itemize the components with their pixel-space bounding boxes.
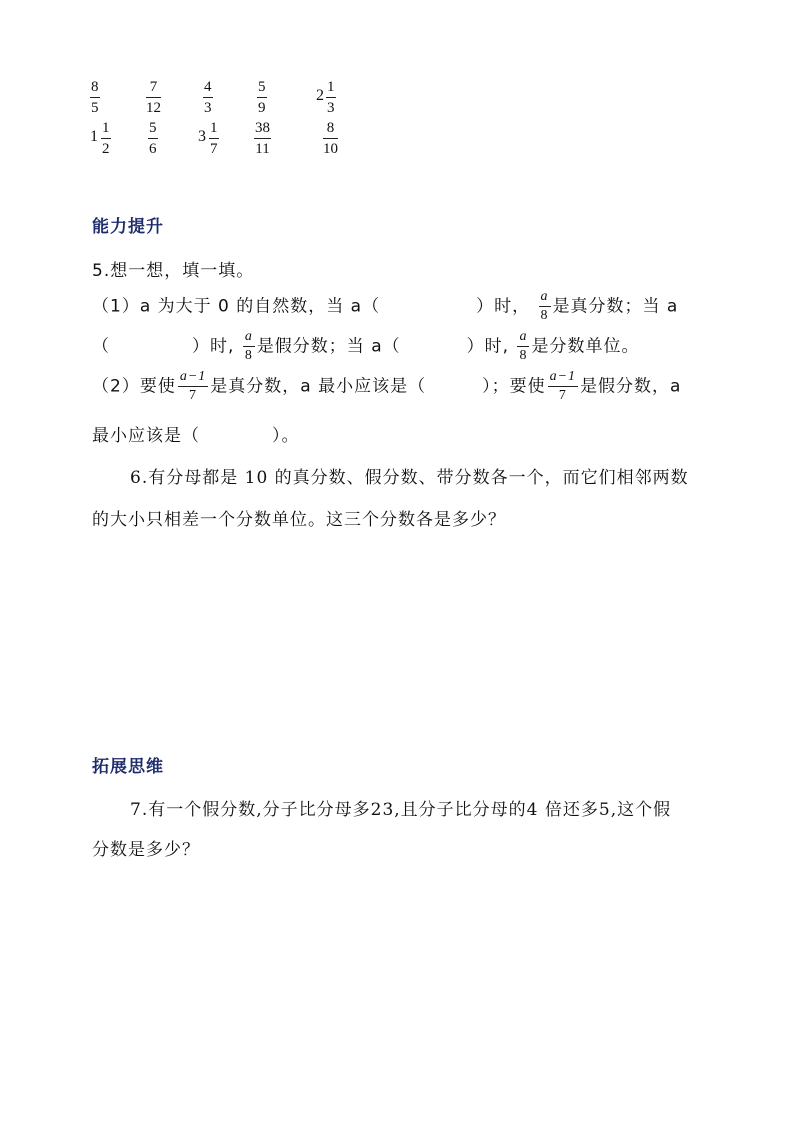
q5-text: 是真分数，a 最小应该是（ [210, 376, 427, 397]
mixed-number-whole: 1 [90, 128, 98, 145]
fraction-item: 38 11 [255, 120, 270, 157]
fraction-a-over-8: $\frac{a}{8}$ [244, 329, 253, 363]
q5-text: ）时, [466, 336, 510, 357]
fraction-item: 4 3 [204, 79, 212, 116]
q5-text: （ [92, 336, 110, 357]
fraction-item: 5 9 [258, 79, 266, 116]
question-6-line2: 的大小只相差一个分数单位。这三个分数各是多少？ [92, 510, 506, 530]
q5-text: 是假分数，a [580, 376, 682, 397]
fraction-item: 1 7 [210, 120, 218, 157]
mixed-number-whole: 2 [316, 87, 324, 104]
fraction-item: 7 12 [146, 79, 161, 116]
q5-text: ）；要使 [482, 376, 546, 397]
fraction-a-over-8: $\frac{a}{8}$ [519, 329, 528, 363]
mixed-number-whole: 3 [198, 128, 206, 145]
question-5-part2-line1 [92, 370, 681, 403]
question-5-part1-line1 [92, 290, 678, 323]
fraction-item: 8 10 [323, 120, 338, 157]
q5-text: 是分数单位。 [531, 336, 640, 357]
fraction-item: 1 2 [102, 120, 110, 157]
q5-text: （2）要使 [92, 376, 176, 397]
fraction-a-minus-1-over-7: $\frac{a-1}{7}$ [179, 369, 207, 403]
fraction-item: 1 3 [327, 79, 335, 116]
q5-text: ）时， [476, 296, 531, 317]
q5-text: 是假分数；当 a（ [256, 336, 401, 357]
fraction-a-over-8: $\frac{a}{8}$ [540, 289, 549, 323]
fraction-a-minus-1-over-7: $\frac{a-1}{7}$ [549, 369, 577, 403]
question-7-line1: 7.有一个假分数,分子比分母多23,且分子比分母的4 倍还多5,这个假 [130, 800, 672, 820]
section-heading-ability: 能力提升 [92, 217, 164, 237]
q5-text: 是真分数；当 a [552, 296, 679, 317]
q5-text: （1）a 为大于 0 的自然数，当 a（ [92, 296, 381, 317]
question-5-part2-line2: 最小应该是（ ）。 [92, 426, 300, 446]
question-5-part1-line2 [92, 330, 639, 363]
question-7-line2: 分数是多少？ [92, 840, 200, 860]
question-5-title: 5.想一想，填一填。 [92, 261, 255, 281]
fraction-item: 8 5 [91, 79, 99, 116]
section-heading-extend: 拓展思维 [92, 757, 164, 777]
q5-text: ）时, [192, 336, 235, 357]
fraction-item: 5 6 [149, 120, 157, 157]
question-6-line1: 6.有分母都是 10 的真分数、假分数、带分数各一个，而它们相邻两数 [130, 468, 689, 488]
